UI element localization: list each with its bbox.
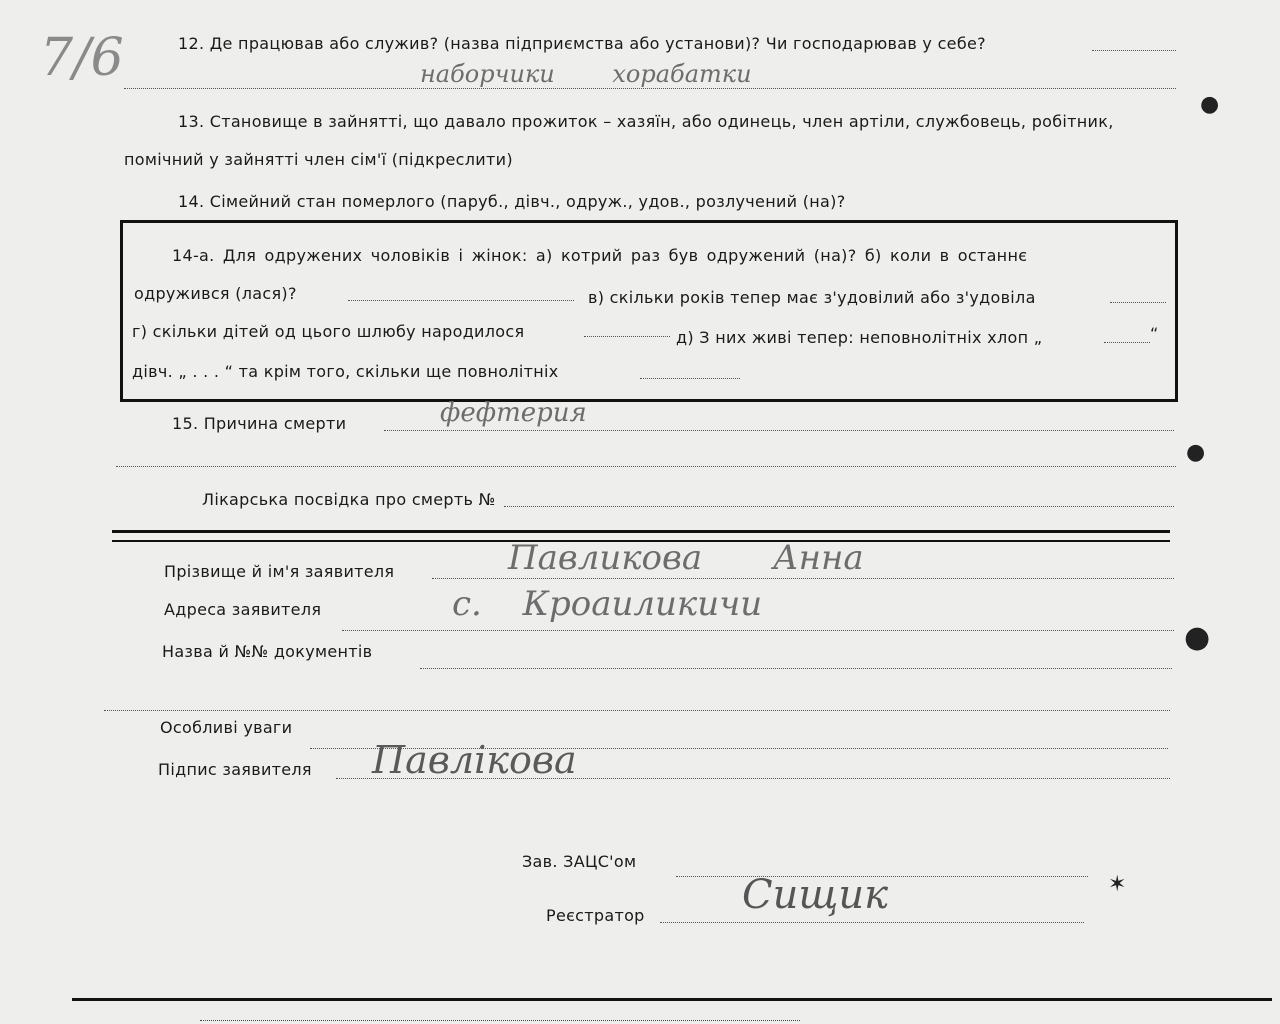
applicant-name-line [432, 578, 1174, 579]
q14a-line2b: в) скільки років тепер має з'удовілий або з'удовіла [588, 288, 1036, 307]
applicant-name-label: Прізвище й ім'я заявителя [164, 562, 395, 581]
ink-blot-icon: ● [1184, 620, 1211, 655]
registrar-label: Реєстратор [546, 906, 645, 925]
q14-text: 14. Сімейний стан померлого (паруб., дівч., одруж., удов., розлучений (на)? [178, 192, 846, 211]
q14a-line2a: одружився (лася)? [134, 284, 297, 303]
q12-answer-line [124, 88, 1176, 89]
applicant-name-value: Павликова Анна [508, 538, 864, 578]
applicant-signature: Павлікова [372, 738, 577, 782]
registrar-line [660, 922, 1084, 923]
applicant-address-label: Адреса заявителя [164, 600, 322, 619]
q14a-line4: дівч. „ . . . “ та крім того, скільки ще повнолітніх [132, 362, 559, 381]
q14a-dots-2a [348, 300, 574, 301]
q15-answer-line [384, 430, 1174, 431]
head-label: Зав. ЗАЦС'ом [522, 852, 637, 871]
q14a-dots-3b [1104, 342, 1150, 343]
q14a-dots-2b [1110, 302, 1166, 303]
section-divider-top [112, 530, 1170, 533]
q13-line2: помічний у зайнятті член сім'ї (підкреслити) [124, 150, 513, 169]
q15-answer: фефтерия [440, 398, 587, 428]
q13-line1: 13. Становище в зайнятті, що давало прожиток – хазяїн, або одинець, член артіли, службовець, робітник, [178, 112, 1114, 131]
applicant-docs-line [420, 668, 1172, 669]
applicant-docs-line-2 [104, 710, 1170, 711]
bottom-rule [72, 998, 1272, 1001]
page-number-note: 7/6 [40, 28, 124, 88]
q14a-line3a: г) скільки дітей од цього шлюбу народилося [132, 322, 525, 341]
ink-blot-icon: ✶ [1108, 872, 1127, 897]
applicant-address-line [342, 630, 1174, 631]
q12-answer: наборчики хорабатки [420, 60, 752, 88]
notes-label: Особливі уваги [160, 718, 293, 737]
q14a-line3b: д) З них живі тепер: неповнолітніх хлоп „ [676, 328, 1043, 347]
applicant-docs-label: Назва й №№ документів [162, 642, 373, 661]
medical-cert-label: Лікарська посвідка про смерть № [202, 490, 496, 509]
registrar-signature: Сищик [742, 872, 889, 918]
medical-cert-line [504, 506, 1174, 507]
bottom-dots [200, 1020, 800, 1021]
q12-dots-1 [1092, 50, 1176, 51]
q15-line-2 [116, 466, 1176, 467]
ink-blot-icon: ● [1186, 440, 1206, 465]
applicant-address-value: с. Кроаиликичи [452, 584, 763, 624]
q12-text: 12. Де працював або служив? (назва підприємства або установи)? Чи господарював у себе? [178, 34, 986, 53]
q14a-line3c: “ [1150, 324, 1159, 343]
signature-label: Підпис заявителя [158, 760, 312, 779]
q15-label: 15. Причина смерти [172, 414, 347, 433]
q14a-dots-3a [584, 336, 670, 337]
q14a-line1: 14-а. Для одружених чоловіків і жінок: а) котрий раз був одружений (на)? б) коли в останнє [172, 246, 1028, 265]
ink-blot-icon: ● [1200, 92, 1220, 117]
q14a-dots-4 [640, 378, 740, 379]
